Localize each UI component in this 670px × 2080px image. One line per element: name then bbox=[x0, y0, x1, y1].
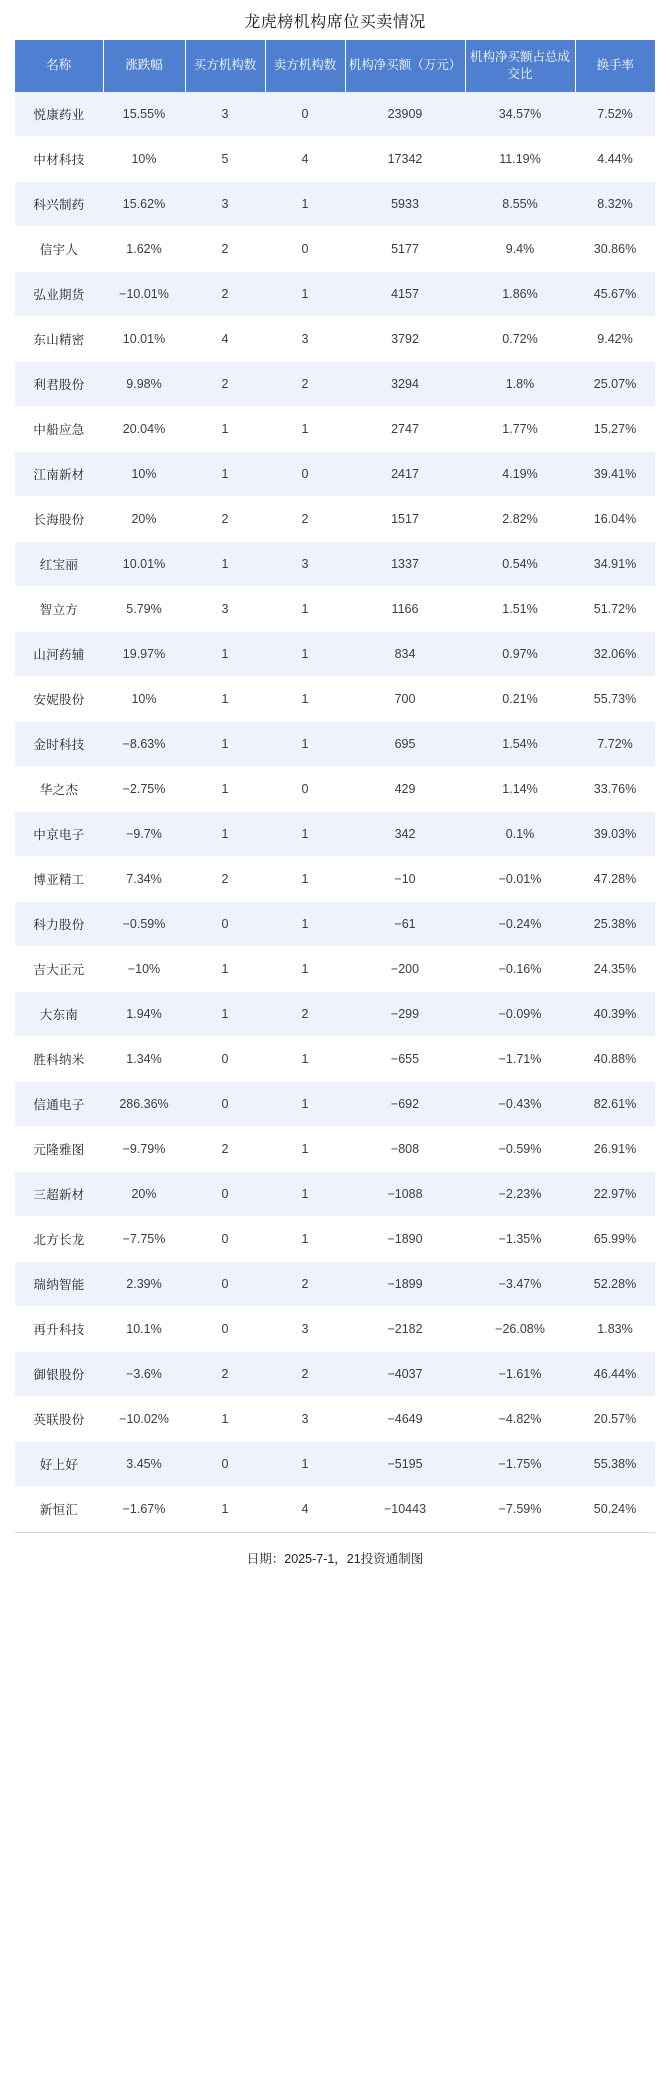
cell-value: 3 bbox=[185, 181, 265, 226]
table-row bbox=[15, 721, 655, 766]
cell-value: 1517 bbox=[345, 496, 465, 541]
cell-value: 20.57% bbox=[575, 1396, 655, 1441]
cell-value: 1.77% bbox=[465, 406, 575, 451]
cell-value: 39.03% bbox=[575, 811, 655, 856]
cell-value: −1.75% bbox=[465, 1441, 575, 1486]
cell-stock-name: 吉大正元 bbox=[15, 946, 103, 991]
table-row bbox=[15, 451, 655, 496]
cell-value: 5 bbox=[185, 136, 265, 181]
cell-value: 1.14% bbox=[465, 766, 575, 811]
cell-stock-name: 红宝丽 bbox=[15, 541, 103, 586]
cell-stock-name: 科兴制药 bbox=[15, 181, 103, 226]
cell-stock-name: 金时科技 bbox=[15, 721, 103, 766]
institution-trading-table bbox=[15, 40, 655, 1532]
cell-value: −3.47% bbox=[465, 1261, 575, 1306]
cell-value: −1890 bbox=[345, 1216, 465, 1261]
cell-value: −0.16% bbox=[465, 946, 575, 991]
cell-value: −1.35% bbox=[465, 1216, 575, 1261]
table-row bbox=[15, 991, 655, 1036]
cell-value: 2 bbox=[265, 991, 345, 1036]
cell-value: 7.34% bbox=[103, 856, 185, 901]
table-row bbox=[15, 1441, 655, 1486]
cell-value: 1 bbox=[185, 541, 265, 586]
table-row bbox=[15, 586, 655, 631]
cell-value: 45.67% bbox=[575, 271, 655, 316]
cell-value: −1899 bbox=[345, 1261, 465, 1306]
cell-value: −2.23% bbox=[465, 1171, 575, 1216]
cell-value: 1.94% bbox=[103, 991, 185, 1036]
cell-value: −1.71% bbox=[465, 1036, 575, 1081]
cell-value: −4037 bbox=[345, 1351, 465, 1396]
cell-stock-name: 科力股份 bbox=[15, 901, 103, 946]
cell-value: 11.19% bbox=[465, 136, 575, 181]
cell-value: 1 bbox=[265, 721, 345, 766]
cell-value: 1 bbox=[265, 1171, 345, 1216]
table-row bbox=[15, 766, 655, 811]
column-header-sell-institutions: 卖方机构数 bbox=[265, 40, 345, 92]
cell-value: −61 bbox=[345, 901, 465, 946]
cell-value: 1.86% bbox=[465, 271, 575, 316]
cell-value: −10 bbox=[345, 856, 465, 901]
cell-stock-name: 东山精密 bbox=[15, 316, 103, 361]
cell-value: 10% bbox=[103, 676, 185, 721]
cell-value: 429 bbox=[345, 766, 465, 811]
cell-value: 46.44% bbox=[575, 1351, 655, 1396]
table-row bbox=[15, 1486, 655, 1531]
cell-value: −0.24% bbox=[465, 901, 575, 946]
cell-value: 4157 bbox=[345, 271, 465, 316]
cell-value: 0.72% bbox=[465, 316, 575, 361]
table-row bbox=[15, 1081, 655, 1126]
cell-value: −10.02% bbox=[103, 1396, 185, 1441]
cell-value: 16.04% bbox=[575, 496, 655, 541]
cell-value: −7.75% bbox=[103, 1216, 185, 1261]
cell-value: 286.36% bbox=[103, 1081, 185, 1126]
cell-value: −4.82% bbox=[465, 1396, 575, 1441]
cell-value: 9.98% bbox=[103, 361, 185, 406]
cell-value: 9.4% bbox=[465, 226, 575, 271]
cell-value: 1 bbox=[265, 1441, 345, 1486]
cell-stock-name: 英联股份 bbox=[15, 1396, 103, 1441]
cell-stock-name: 悦康药业 bbox=[15, 92, 103, 137]
cell-value: 2.39% bbox=[103, 1261, 185, 1306]
cell-value: 0 bbox=[185, 1081, 265, 1126]
cell-value: −692 bbox=[345, 1081, 465, 1126]
cell-value: 0 bbox=[185, 1036, 265, 1081]
cell-value: 51.72% bbox=[575, 586, 655, 631]
cell-stock-name: 再升科技 bbox=[15, 1306, 103, 1351]
cell-value: 4 bbox=[185, 316, 265, 361]
cell-value: 1 bbox=[265, 856, 345, 901]
cell-value: 65.99% bbox=[575, 1216, 655, 1261]
table-row bbox=[15, 1351, 655, 1396]
cell-value: −9.7% bbox=[103, 811, 185, 856]
cell-stock-name: 山河药辅 bbox=[15, 631, 103, 676]
cell-stock-name: 北方长龙 bbox=[15, 1216, 103, 1261]
cell-value: −1.67% bbox=[103, 1486, 185, 1531]
cell-stock-name: 华之杰 bbox=[15, 766, 103, 811]
table-row bbox=[15, 136, 655, 181]
cell-value: −4649 bbox=[345, 1396, 465, 1441]
cell-value: 1166 bbox=[345, 586, 465, 631]
table-row bbox=[15, 181, 655, 226]
cell-value: −200 bbox=[345, 946, 465, 991]
cell-stock-name: 大东南 bbox=[15, 991, 103, 1036]
cell-value: −808 bbox=[345, 1126, 465, 1171]
cell-value: 34.91% bbox=[575, 541, 655, 586]
cell-value: 1 bbox=[265, 1126, 345, 1171]
cell-value: 1337 bbox=[345, 541, 465, 586]
cell-value: 55.38% bbox=[575, 1441, 655, 1486]
cell-value: 8.32% bbox=[575, 181, 655, 226]
cell-value: 2417 bbox=[345, 451, 465, 496]
cell-stock-name: 江南新材 bbox=[15, 451, 103, 496]
cell-value: 1 bbox=[185, 1396, 265, 1441]
cell-value: 5177 bbox=[345, 226, 465, 271]
page-title: 龙虎榜机构席位买卖情况 bbox=[244, 14, 426, 31]
cell-stock-name: 博亚精工 bbox=[15, 856, 103, 901]
cell-value: 3 bbox=[265, 541, 345, 586]
column-header-turnover: 换手率 bbox=[575, 40, 655, 92]
cell-value: 4.44% bbox=[575, 136, 655, 181]
cell-value: 39.41% bbox=[575, 451, 655, 496]
cell-stock-name: 利君股份 bbox=[15, 361, 103, 406]
table-body bbox=[15, 92, 655, 1532]
cell-value: 1 bbox=[265, 1081, 345, 1126]
cell-value: 0 bbox=[265, 451, 345, 496]
cell-value: 10.01% bbox=[103, 316, 185, 361]
table-header bbox=[15, 40, 655, 92]
table-row bbox=[15, 1036, 655, 1081]
cell-value: −8.63% bbox=[103, 721, 185, 766]
table-row bbox=[15, 406, 655, 451]
table-row bbox=[15, 1261, 655, 1306]
cell-value: 7.72% bbox=[575, 721, 655, 766]
cell-value: 0 bbox=[265, 226, 345, 271]
cell-value: 20% bbox=[103, 1171, 185, 1216]
cell-stock-name: 智立方 bbox=[15, 586, 103, 631]
cell-value: 834 bbox=[345, 631, 465, 676]
column-header-buy-institutions: 买方机构数 bbox=[185, 40, 265, 92]
cell-value: 2 bbox=[185, 856, 265, 901]
cell-value: 25.07% bbox=[575, 361, 655, 406]
cell-value: −26.08% bbox=[465, 1306, 575, 1351]
cell-value: 40.39% bbox=[575, 991, 655, 1036]
cell-value: 0 bbox=[185, 1261, 265, 1306]
cell-value: 342 bbox=[345, 811, 465, 856]
cell-value: 1 bbox=[265, 676, 345, 721]
cell-value: 1 bbox=[265, 901, 345, 946]
cell-stock-name: 长海股份 bbox=[15, 496, 103, 541]
cell-value: 26.91% bbox=[575, 1126, 655, 1171]
table-row bbox=[15, 1396, 655, 1441]
cell-stock-name: 中京电子 bbox=[15, 811, 103, 856]
cell-value: 695 bbox=[345, 721, 465, 766]
cell-stock-name: 瑞纳智能 bbox=[15, 1261, 103, 1306]
cell-value: 0 bbox=[185, 1306, 265, 1351]
cell-value: 30.86% bbox=[575, 226, 655, 271]
table-row bbox=[15, 541, 655, 586]
cell-value: 0.1% bbox=[465, 811, 575, 856]
cell-value: 1 bbox=[265, 1216, 345, 1261]
cell-value: 2 bbox=[265, 1351, 345, 1396]
cell-value: −1.61% bbox=[465, 1351, 575, 1396]
cell-value: 4.19% bbox=[465, 451, 575, 496]
cell-value: 3 bbox=[265, 316, 345, 361]
cell-value: 10.1% bbox=[103, 1306, 185, 1351]
cell-value: −0.59% bbox=[465, 1126, 575, 1171]
cell-value: 1 bbox=[185, 766, 265, 811]
cell-value: 4 bbox=[265, 1486, 345, 1531]
cell-value: 1 bbox=[265, 1036, 345, 1081]
cell-value: 2 bbox=[185, 496, 265, 541]
cell-value: 10.01% bbox=[103, 541, 185, 586]
table-row bbox=[15, 1126, 655, 1171]
table-row bbox=[15, 901, 655, 946]
cell-stock-name: 中材科技 bbox=[15, 136, 103, 181]
cell-value: 1.54% bbox=[465, 721, 575, 766]
cell-value: 5.79% bbox=[103, 586, 185, 631]
cell-value: 15.27% bbox=[575, 406, 655, 451]
cell-value: 1 bbox=[265, 586, 345, 631]
cell-value: 1 bbox=[185, 811, 265, 856]
cell-value: 1 bbox=[185, 451, 265, 496]
cell-value: −7.59% bbox=[465, 1486, 575, 1531]
column-header-name: 名称 bbox=[15, 40, 103, 92]
cell-value: 3294 bbox=[345, 361, 465, 406]
cell-value: 2 bbox=[185, 1126, 265, 1171]
cell-value: −10% bbox=[103, 946, 185, 991]
table-row bbox=[15, 92, 655, 137]
table-row bbox=[15, 1216, 655, 1261]
cell-value: 7.52% bbox=[575, 92, 655, 137]
cell-value: 1 bbox=[185, 721, 265, 766]
cell-value: 1 bbox=[265, 811, 345, 856]
cell-value: 33.76% bbox=[575, 766, 655, 811]
cell-value: 0 bbox=[265, 92, 345, 137]
cell-value: 1 bbox=[265, 181, 345, 226]
cell-value: −299 bbox=[345, 991, 465, 1036]
table-row bbox=[15, 1171, 655, 1216]
cell-value: 34.57% bbox=[465, 92, 575, 137]
cell-value: 1 bbox=[265, 271, 345, 316]
table-row bbox=[15, 1306, 655, 1351]
cell-value: 1.51% bbox=[465, 586, 575, 631]
cell-value: −10443 bbox=[345, 1486, 465, 1531]
table-row bbox=[15, 316, 655, 361]
column-header-change: 涨跌幅 bbox=[103, 40, 185, 92]
cell-value: 17342 bbox=[345, 136, 465, 181]
cell-value: 32.06% bbox=[575, 631, 655, 676]
cell-value: 1.83% bbox=[575, 1306, 655, 1351]
table-header-row bbox=[15, 40, 655, 92]
cell-value: 2747 bbox=[345, 406, 465, 451]
cell-stock-name: 中船应急 bbox=[15, 406, 103, 451]
cell-value: 2 bbox=[185, 271, 265, 316]
cell-value: 1 bbox=[185, 991, 265, 1036]
cell-stock-name: 信通电子 bbox=[15, 1081, 103, 1126]
cell-value: −0.43% bbox=[465, 1081, 575, 1126]
cell-value: −2182 bbox=[345, 1306, 465, 1351]
cell-value: −3.6% bbox=[103, 1351, 185, 1396]
cell-value: 0.54% bbox=[465, 541, 575, 586]
cell-stock-name: 安妮股份 bbox=[15, 676, 103, 721]
cell-value: 15.62% bbox=[103, 181, 185, 226]
cell-value: 82.61% bbox=[575, 1081, 655, 1126]
cell-stock-name: 御银股份 bbox=[15, 1351, 103, 1396]
cell-value: 40.88% bbox=[575, 1036, 655, 1081]
cell-value: 8.55% bbox=[465, 181, 575, 226]
cell-value: 20% bbox=[103, 496, 185, 541]
column-header-net-buy-amount: 机构净买额（万元） bbox=[345, 40, 465, 92]
cell-value: 1 bbox=[185, 946, 265, 991]
cell-stock-name: 信宇人 bbox=[15, 226, 103, 271]
cell-value: 19.97% bbox=[103, 631, 185, 676]
cell-value: 3792 bbox=[345, 316, 465, 361]
cell-value: 0 bbox=[185, 1216, 265, 1261]
footnote-text: 日期：2025-7-1，21投资通制图 bbox=[246, 1551, 424, 1566]
cell-value: −5195 bbox=[345, 1441, 465, 1486]
table-row bbox=[15, 631, 655, 676]
cell-value: 0 bbox=[185, 1441, 265, 1486]
cell-value: 5933 bbox=[345, 181, 465, 226]
cell-value: 1 bbox=[265, 946, 345, 991]
cell-value: 50.24% bbox=[575, 1486, 655, 1531]
cell-value: 2.82% bbox=[465, 496, 575, 541]
cell-value: 0 bbox=[265, 766, 345, 811]
cell-value: 3.45% bbox=[103, 1441, 185, 1486]
cell-value: 700 bbox=[345, 676, 465, 721]
cell-value: 15.55% bbox=[103, 92, 185, 137]
cell-value: 0 bbox=[185, 1171, 265, 1216]
cell-value: 0.21% bbox=[465, 676, 575, 721]
table-row bbox=[15, 361, 655, 406]
cell-value: −10.01% bbox=[103, 271, 185, 316]
cell-value: 2 bbox=[265, 496, 345, 541]
cell-value: −9.79% bbox=[103, 1126, 185, 1171]
cell-value: 2 bbox=[185, 361, 265, 406]
cell-value: −0.09% bbox=[465, 991, 575, 1036]
table-row bbox=[15, 811, 655, 856]
cell-value: 10% bbox=[103, 451, 185, 496]
cell-value: 3 bbox=[265, 1306, 345, 1351]
cell-value: 1.34% bbox=[103, 1036, 185, 1081]
cell-value: 23909 bbox=[345, 92, 465, 137]
table-row bbox=[15, 856, 655, 901]
cell-value: −655 bbox=[345, 1036, 465, 1081]
cell-stock-name: 新恒汇 bbox=[15, 1486, 103, 1531]
cell-value: 2 bbox=[185, 226, 265, 271]
cell-stock-name: 好上好 bbox=[15, 1441, 103, 1486]
cell-stock-name: 元隆雅图 bbox=[15, 1126, 103, 1171]
cell-value: −1088 bbox=[345, 1171, 465, 1216]
cell-value: 2 bbox=[185, 1351, 265, 1396]
cell-value: 1.8% bbox=[465, 361, 575, 406]
column-header-net-buy-ratio: 机构净买额占总成交比 bbox=[465, 40, 575, 92]
cell-value: −0.59% bbox=[103, 901, 185, 946]
cell-value: 0 bbox=[185, 901, 265, 946]
cell-stock-name: 弘业期货 bbox=[15, 271, 103, 316]
cell-value: 47.28% bbox=[575, 856, 655, 901]
cell-value: −2.75% bbox=[103, 766, 185, 811]
table-row bbox=[15, 496, 655, 541]
cell-value: 20.04% bbox=[103, 406, 185, 451]
cell-stock-name: 胜科纳米 bbox=[15, 1036, 103, 1081]
cell-value: 1 bbox=[185, 406, 265, 451]
cell-value: 2 bbox=[265, 361, 345, 406]
cell-value: −0.01% bbox=[465, 856, 575, 901]
cell-value: 10% bbox=[103, 136, 185, 181]
table-row bbox=[15, 676, 655, 721]
cell-value: 4 bbox=[265, 136, 345, 181]
cell-value: 52.28% bbox=[575, 1261, 655, 1306]
cell-stock-name: 三超新材 bbox=[15, 1171, 103, 1216]
table-row bbox=[15, 946, 655, 991]
cell-value: 1 bbox=[185, 1486, 265, 1531]
cell-value: 1 bbox=[185, 676, 265, 721]
cell-value: 3 bbox=[185, 586, 265, 631]
cell-value: 55.73% bbox=[575, 676, 655, 721]
cell-value: 25.38% bbox=[575, 901, 655, 946]
cell-value: 24.35% bbox=[575, 946, 655, 991]
cell-value: 1 bbox=[265, 631, 345, 676]
cell-value: 2 bbox=[265, 1261, 345, 1306]
cell-value: 9.42% bbox=[575, 316, 655, 361]
table-row bbox=[15, 226, 655, 271]
cell-value: 0.97% bbox=[465, 631, 575, 676]
cell-value: 1.62% bbox=[103, 226, 185, 271]
table-row bbox=[15, 271, 655, 316]
cell-value: 3 bbox=[265, 1396, 345, 1441]
cell-value: 1 bbox=[265, 406, 345, 451]
cell-value: 3 bbox=[185, 92, 265, 137]
cell-value: 1 bbox=[185, 631, 265, 676]
chart-footnote bbox=[15, 1532, 655, 1581]
cell-value: 22.97% bbox=[575, 1171, 655, 1216]
